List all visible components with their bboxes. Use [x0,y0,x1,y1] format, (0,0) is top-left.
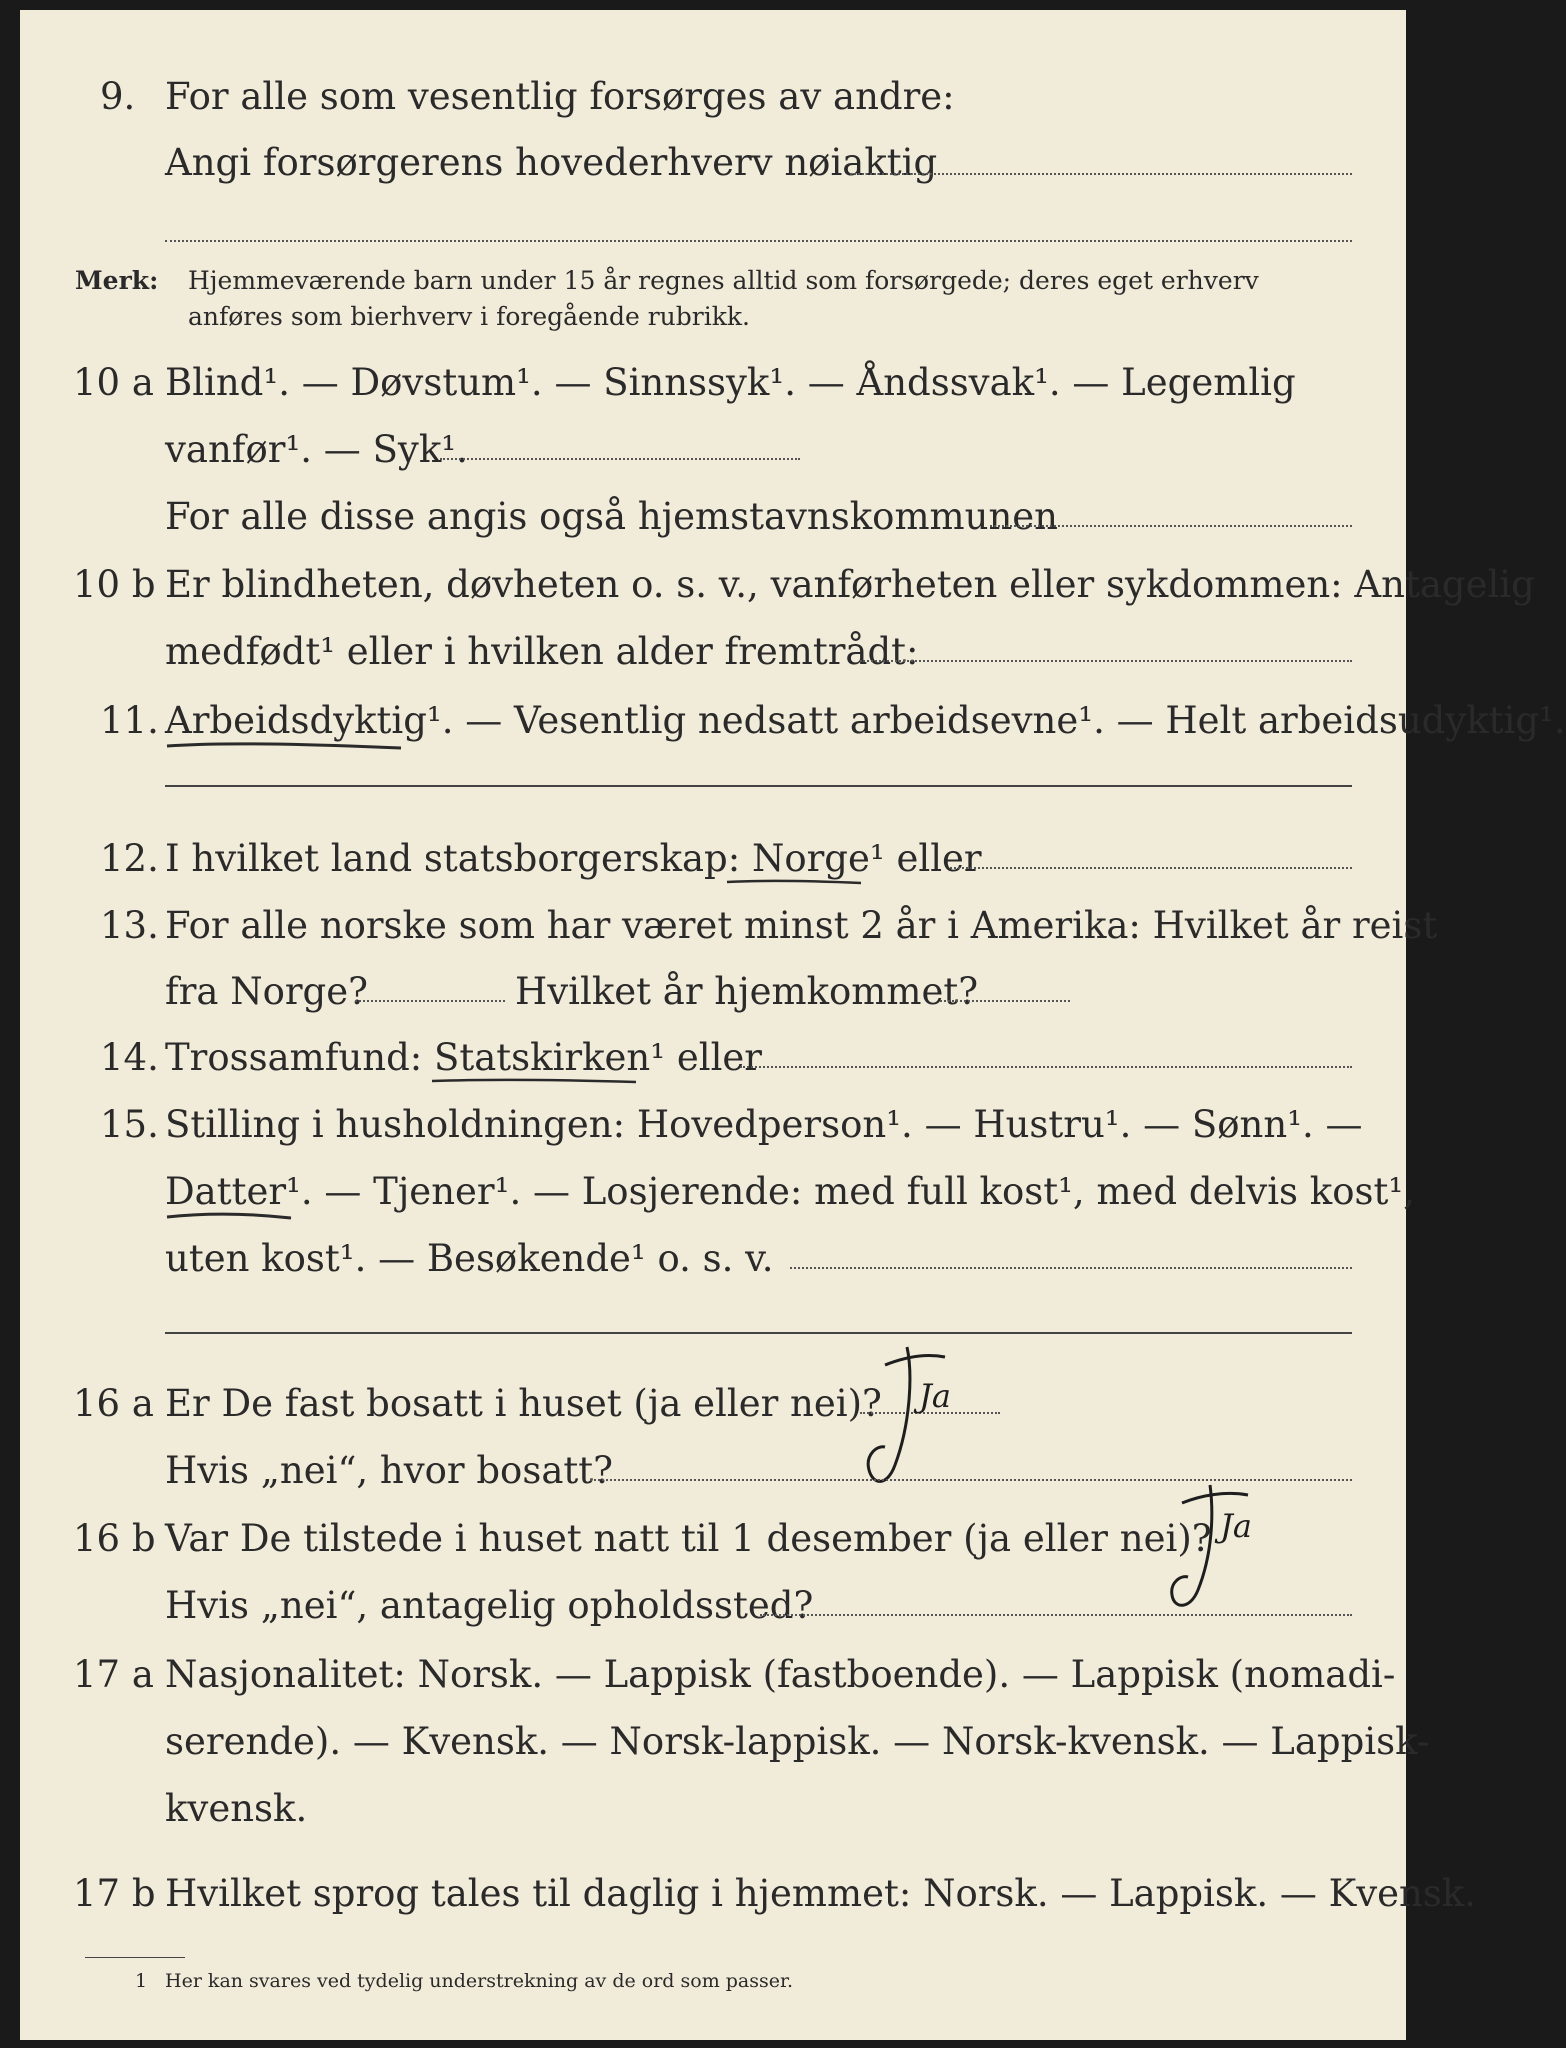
q11-number: 11. [100,699,159,742]
datter-underline [165,1208,295,1224]
q17a-line1: Nasjonalitet: Norsk. — Lappisk (fastboende). — Lappisk (nomadi- [165,1653,1396,1696]
footnote-mark: 1 [135,1970,148,1992]
q14-answer-line[interactable] [740,1066,1352,1068]
q10a-kommune-line[interactable] [990,525,1352,527]
q16b-opholdssted-line[interactable] [760,1614,1352,1616]
q16a-line1: Er De fast bosatt i huset (ja eller nei)? [165,1382,882,1425]
q17b-number: 17 b [73,1872,156,1915]
q17a-number: 17 a [73,1653,154,1696]
q16b-handwritten-answer [1140,1475,1280,1625]
q15-line2: Datter¹. — Tjener¹. — Losjerende: med full kost¹, med delvis kost¹, [165,1170,1415,1213]
q10a-number: 10 a [73,361,154,404]
q10a-line3: For alle disse angis også hjemstavnskommunen [165,495,1059,538]
footnote-rule [85,1957,185,1958]
q13-reist-line[interactable] [355,1000,505,1002]
q9-answer-line[interactable] [850,173,1352,175]
q12-number: 12. [100,837,159,880]
q16b-number: 16 b [73,1517,156,1560]
svg-text:Ja: Ja [1220,1507,1252,1545]
q9-answer-line-2[interactable] [165,240,1352,242]
footnote-text: Her kan svares ved tydelig understrekning av de ord som passer. [165,1970,794,1992]
q10b-number: 10 b [73,563,156,606]
q10b-line1: Er blindheten, døvheten o. s. v., vanførheten eller sykdommen: Antagelig [165,563,1535,606]
census-form-page [20,10,1566,2040]
q16b-line1: Var De tilstede i huset natt til 1 desember (ja eller nei)? [165,1517,1212,1560]
statskirken-underline [430,1074,640,1088]
q10b-line2: medfødt¹ eller i hvilken alder fremtrådt: [165,630,919,673]
q11-line1: Arbeidsdyktig¹. — Vesentlig nedsatt arbeidsevne¹. — Helt arbeidsudyktig¹. [165,699,1566,742]
q17a-line3: kvensk. [165,1787,308,1830]
q10b-answer-line[interactable] [860,660,1352,662]
q16a-number: 16 a [73,1382,154,1425]
q13-line2b: Hvilket år hjemkommet? [515,970,979,1013]
q16b-line2: Hvis „nei“, antagelig opholdssted? [165,1584,814,1627]
q12-answer-line[interactable] [950,867,1352,869]
merk-line2: anføres som bierhverv i foregående rubrikk. [188,302,750,331]
q13-line2a: fra Norge? [165,970,368,1013]
norge-underline [725,875,865,889]
merk-line1: Hjemmeværende barn under 15 år regnes alltid som forsørgede; deres eget erhverv [188,266,1259,295]
q15-answer-line[interactable] [790,1267,1352,1269]
q10a-line1: Blind¹. — Døvstum¹. — Sinnssyk¹. — Åndssvak¹. — Legemlig [165,361,1296,404]
q13-line1: For alle norske som har været minst 2 år i Amerika: Hvilket år reist [165,904,1438,947]
q9-line1: For alle som vesentlig forsørges av andre: [165,75,955,118]
q15-line3: uten kost¹. — Besøkende¹ o. s. v. [165,1237,774,1280]
q12-line1: I hvilket land statsborgerskap: Norge¹ eller [165,837,982,880]
q10a-answer-line[interactable] [440,458,800,460]
arbeidsdyktig-underline [165,736,405,754]
q16a-line2: Hvis „nei“, hvor bosatt? [165,1449,613,1492]
q15-line1: Stilling i husholdningen: Hovedperson¹. — Hustru¹. — Sønn¹. — [165,1103,1363,1146]
q15-answer-line-2[interactable] [165,1332,1352,1334]
q15-number: 15. [100,1103,159,1146]
svg-text:Ja: Ja [919,1377,951,1415]
q9-line2: Angi forsørgerens hovederhverv nøiaktig [165,141,938,184]
q10a-line2: vanfør¹. — Syk¹. [165,428,468,471]
q11-answer-line[interactable] [165,785,1352,787]
q13-hjemkommet-line[interactable] [940,1000,1070,1002]
q16a-handwritten-answer [855,1335,975,1495]
q9-number: 9. [100,75,136,118]
q14-number: 14. [100,1036,159,1079]
merk-label: Merk: [75,266,159,295]
q13-number: 13. [100,904,159,947]
q17a-line2: serende). — Kvensk. — Norsk-lappisk. — Norsk-kvensk. — Lappisk- [165,1720,1430,1763]
q17b-line1: Hvilket sprog tales til daglig i hjemmet: Norsk. — Lappisk. — Kvensk. [165,1872,1477,1915]
q14-line1: Trossamfund: Statskirken¹ eller [165,1036,762,1079]
